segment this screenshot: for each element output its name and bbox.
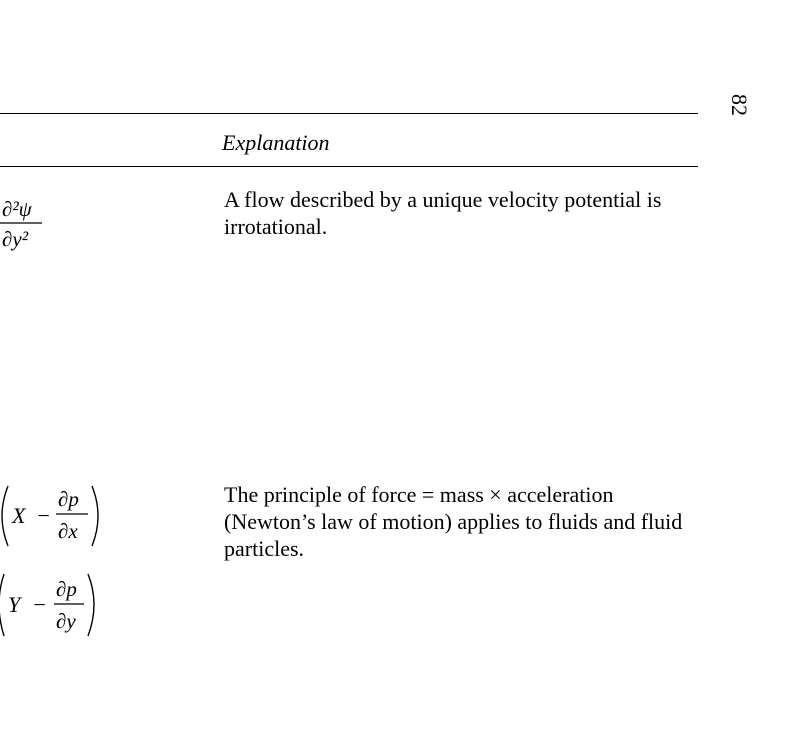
minus-sign: − [32, 592, 47, 617]
explanation-row-1: A flow described by a unique velocity potential is irrotational. [224, 187, 662, 239]
formula-fraction-psi [0, 192, 50, 258]
fraction-denominator: ∂y [56, 609, 76, 633]
table-top-rule [0, 113, 698, 114]
fraction-numerator: ∂p [58, 487, 79, 511]
page-number: 82 [727, 94, 752, 116]
formula-x-term [0, 480, 110, 552]
left-paren [0, 574, 4, 636]
left-paren [2, 486, 8, 546]
fraction-numerator: ∂²ψ [2, 197, 32, 221]
explanation-row-2: The principle of force = mass × acceleration (Newton’s law of motion) applies to fluids and fluid particles. [224, 482, 683, 561]
term-y: Y [8, 592, 21, 617]
minus-sign: − [36, 503, 51, 528]
term-x: X [12, 503, 26, 528]
right-paren [92, 486, 98, 546]
explanation-column-header: Explanation [222, 130, 330, 155]
fraction-numerator: ∂p [56, 577, 77, 601]
formula-y-term [0, 570, 110, 642]
fraction-denominator: ∂x [58, 519, 78, 543]
table-header-rule [0, 166, 698, 167]
fraction-denominator: ∂y² [2, 227, 28, 251]
right-paren [88, 574, 94, 636]
